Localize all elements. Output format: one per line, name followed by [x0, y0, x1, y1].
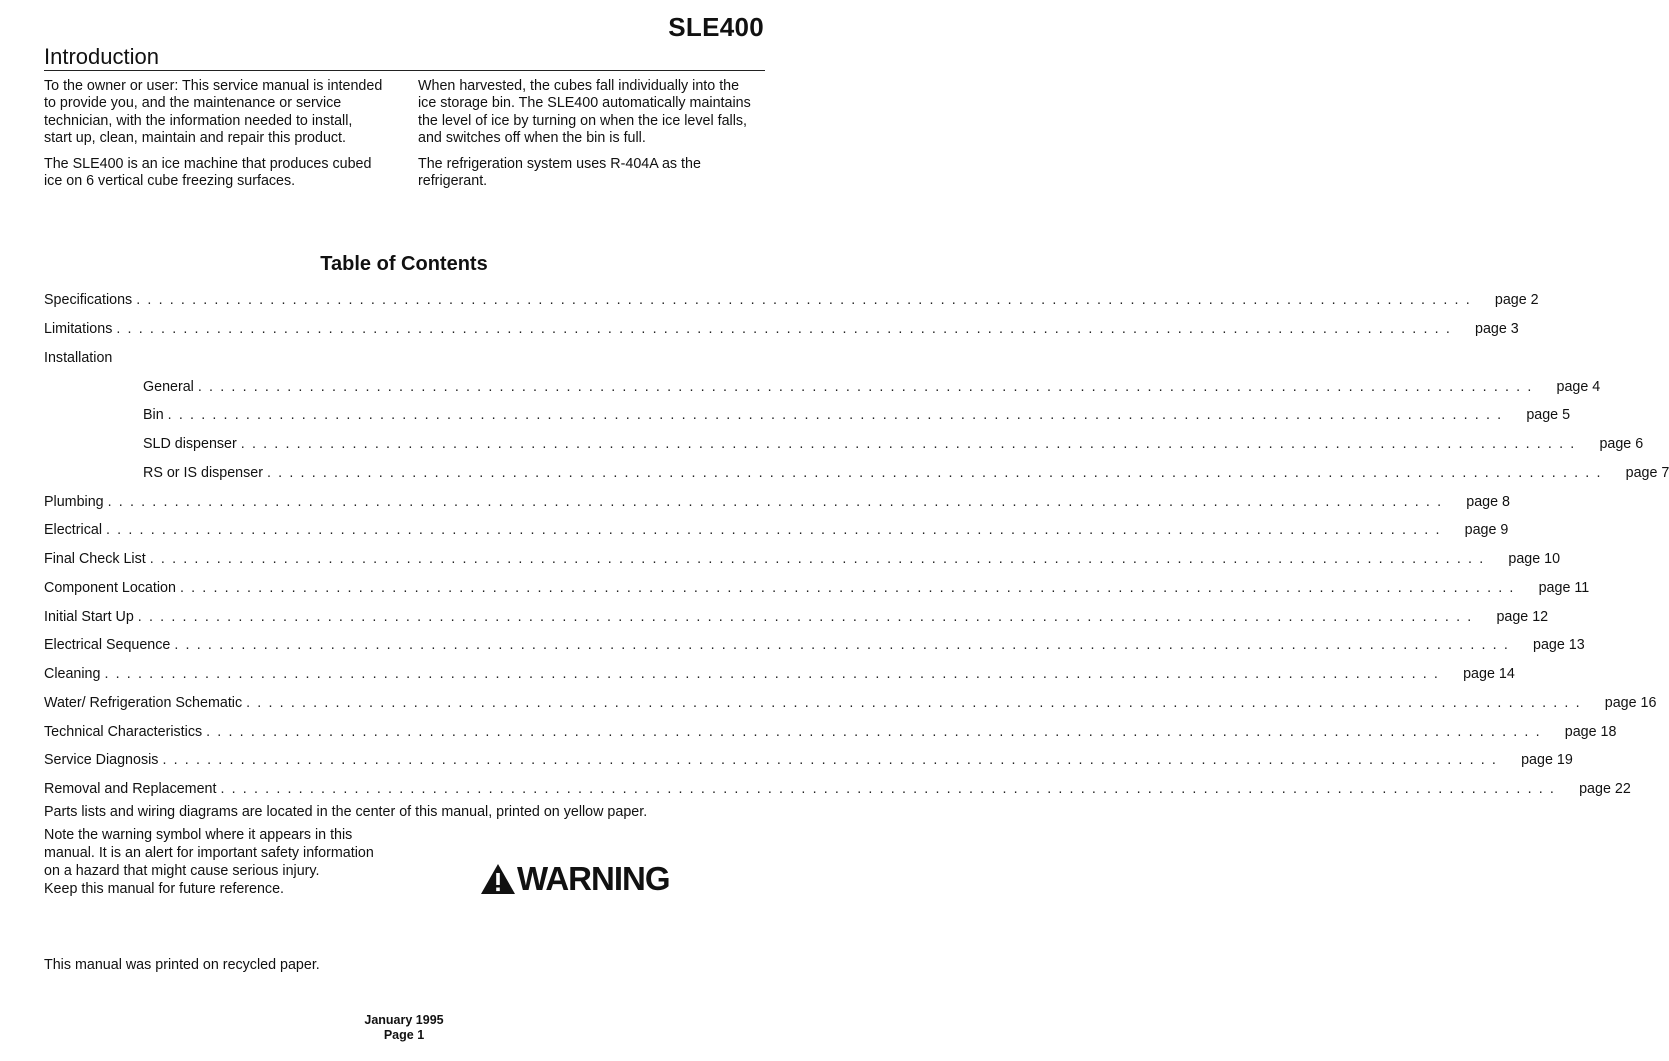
toc-entry-label: Initial Start Up	[44, 608, 134, 625]
toc-entry-page: page 16	[1604, 694, 1657, 711]
dot-leader: ........................................................................................................................	[149, 551, 1491, 568]
warning-note-text: Note the warning symbol where it appears in this manual. It is an alert for important safety information on a hazard that might cause serious injury.	[44, 827, 374, 879]
toc-title: Table of Contents	[320, 253, 488, 275]
toc-entry[interactable]	[44, 689, 1657, 718]
intro-left-column	[44, 78, 384, 198]
header-rule	[44, 70, 765, 71]
dot-leader: ........................................................................................................................	[104, 666, 1446, 683]
toc-entry-page: page 8	[1466, 493, 1510, 510]
toc-entry-page: page 5	[1526, 407, 1571, 424]
toc-entry-page: page 9	[1464, 522, 1509, 539]
dot-leader: ........................................................................................................................	[107, 493, 1449, 510]
intro-paragraph: The SLE400 is an ice machine that produces cubed ice on 6 vertical cube freezing surfaces.	[44, 155, 372, 190]
toc-heading	[44, 344, 750, 373]
toc-entry[interactable]	[44, 545, 1561, 574]
toc-entry-page: page 11	[1538, 579, 1590, 596]
toc-entry-label: Component Location	[44, 579, 176, 596]
dot-leader: ........................................................................................................................	[167, 407, 1509, 424]
toc-entry-label: General	[143, 378, 194, 395]
toc-entry[interactable]	[44, 286, 1539, 315]
model-name: SLE400	[668, 12, 764, 42]
toc-entry[interactable]	[44, 401, 1571, 430]
toc-entry[interactable]	[44, 459, 1669, 488]
table-of-contents	[44, 286, 1669, 804]
recycled-note: This manual was printed on recycled paper.	[44, 957, 320, 973]
toc-entry-label: Removal and Replacement	[44, 781, 217, 798]
toc-entry[interactable]	[44, 660, 1515, 689]
toc-entry-page: page 22	[1579, 781, 1631, 798]
section-title: Introduction	[44, 44, 159, 69]
dot-leader: ........................................................................................................................	[267, 464, 1608, 481]
dot-leader: ........................................................................................................................	[162, 752, 1504, 769]
warning-note	[44, 826, 384, 898]
warning-label: WARNING	[517, 860, 670, 897]
toc-entry-page: page 12	[1496, 608, 1549, 625]
warning-symbol	[480, 860, 670, 898]
toc-entry[interactable]	[44, 631, 1585, 660]
keep-note: Keep this manual for future reference.	[44, 881, 285, 897]
toc-entry-label: SLD dispenser	[143, 436, 237, 453]
toc-entry[interactable]	[44, 602, 1549, 631]
toc-entry-label: Specifications	[44, 292, 133, 309]
toc-entry-label: Service Diagnosis	[44, 752, 159, 769]
dot-leader: ........................................................................................................................	[240, 436, 1582, 453]
toc-entry-label: Bin	[143, 407, 164, 424]
toc-entry[interactable]	[44, 717, 1617, 746]
footer-date: January 1995	[364, 1013, 444, 1027]
toc-entry-page: page 10	[1508, 551, 1561, 568]
toc-entry[interactable]	[44, 516, 1509, 545]
dot-leader: ........................................................................................................................	[174, 637, 1516, 654]
toc-entry[interactable]	[44, 775, 1631, 804]
dot-leader: ........................................................................................................................	[220, 781, 1562, 798]
toc-entry[interactable]	[44, 372, 1601, 401]
toc-entry-label: Water/ Refrigeration Schematic	[44, 694, 243, 711]
toc-entry-label: Electrical Sequence	[44, 637, 171, 654]
dot-leader: ........................................................................................................................	[106, 522, 1447, 539]
toc-entry-page: page 19	[1521, 752, 1573, 769]
dot-leader: ........................................................................................................................	[179, 579, 1521, 596]
dot-leader: ........................................................................................................................	[206, 723, 1547, 740]
intro-right-column	[418, 78, 758, 198]
toc-entry-label: Technical Characteristics	[44, 723, 203, 740]
footer-page-number: Page 1	[383, 1028, 425, 1042]
warning-triangle-icon	[480, 863, 516, 895]
toc-entry-page: page 2	[1494, 292, 1539, 309]
dot-leader: ........................................................................................................................	[197, 378, 1539, 395]
dot-leader: ........................................................................................................................	[246, 694, 1587, 711]
toc-entry-label: Installation	[44, 349, 113, 366]
toc-entry-label: Cleaning	[44, 666, 101, 683]
toc-entry-page: page 6	[1599, 436, 1644, 453]
toc-entry[interactable]	[44, 574, 1590, 603]
intro-paragraph: To the owner or user: This service manual is intended to provide you, and the maintenance or service technician, with the information needed to install, start up, clean, maintain and repair this product.	[44, 78, 383, 147]
toc-entry[interactable]	[44, 430, 1644, 459]
dot-leader: ........................................................................................................................	[116, 321, 1457, 338]
toc-entry[interactable]	[44, 487, 1510, 516]
toc-entry[interactable]	[44, 746, 1573, 775]
toc-entry-label: Limitations	[44, 321, 113, 338]
toc-entry-page: page 18	[1564, 723, 1617, 740]
toc-entry-page: page 3	[1475, 321, 1519, 338]
toc-entry-page: page 13	[1533, 637, 1585, 654]
intro-paragraph: The refrigeration system uses R-404A as the refrigerant.	[418, 155, 701, 190]
intro-paragraph: When harvested, the cubes fall individually into the ice storage bin. The SLE400 automatically maintains the level of ice by turning on when the ice level falls, and switches off when the bin is full.	[418, 78, 751, 147]
page-footer	[0, 1013, 808, 1043]
parts-note: Parts lists and wiring diagrams are located in the center of this manual, printed on yellow paper.	[44, 804, 648, 820]
toc-entry-page: page 14	[1463, 666, 1515, 683]
toc-entry-page: page 7	[1625, 464, 1669, 481]
toc-entry-label: Electrical	[44, 522, 102, 539]
toc-entry-label: RS or IS dispenser	[143, 464, 263, 481]
toc-entry-label: Plumbing	[44, 493, 104, 510]
dot-leader: ........................................................................................................................	[137, 608, 1479, 625]
dot-leader: ........................................................................................................................	[136, 292, 1477, 309]
toc-entry[interactable]	[44, 315, 1519, 344]
toc-entry-page: page 4	[1556, 378, 1601, 395]
toc-entry-label: Final Check List	[44, 551, 146, 568]
